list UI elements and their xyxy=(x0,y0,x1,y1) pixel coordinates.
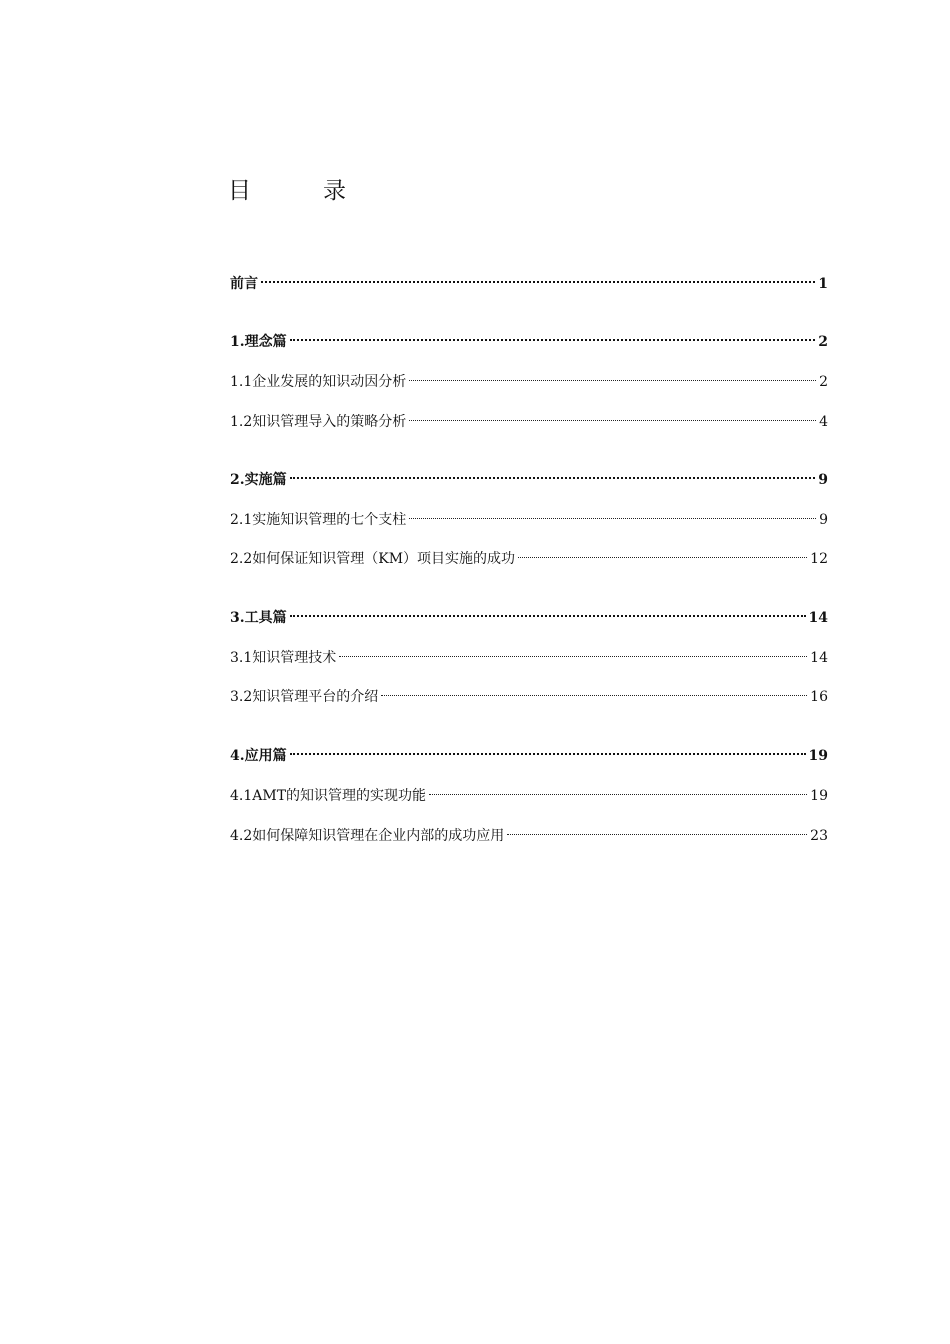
toc-entry-title: 实施篇 xyxy=(244,472,287,488)
toc-entry-page: 19 xyxy=(808,748,828,764)
toc-dot-leader xyxy=(290,738,806,760)
toc-entry-number: 3.2 xyxy=(230,689,253,705)
toc-entry-page: 4 xyxy=(819,414,828,430)
toc-entry-title: 知识管理平台的介绍 xyxy=(252,689,379,705)
toc-entry-page: 12 xyxy=(810,551,828,567)
toc-entry-2-1[interactable] xyxy=(230,502,828,528)
toc-title-char-2: 录 xyxy=(323,178,346,204)
toc-entry-1-1[interactable] xyxy=(230,364,828,390)
toc-dot-leader xyxy=(290,600,806,622)
toc-dot-leader xyxy=(290,462,816,484)
toc-dot-leader xyxy=(339,640,807,662)
toc-dot-leader xyxy=(409,404,816,426)
toc-entry-title: 工具篇 xyxy=(244,610,287,626)
toc-dot-leader xyxy=(409,364,816,386)
toc-dot-leader xyxy=(409,502,816,524)
toc-entry-title: 理念篇 xyxy=(244,334,287,350)
toc-entry-title: 企业发展的知识动因分析 xyxy=(252,374,407,390)
toc-title xyxy=(228,172,346,205)
toc-entry-page: 2 xyxy=(818,334,828,350)
toc-entry-number: 2. xyxy=(230,472,245,488)
toc-entry-title: 实施知识管理的七个支柱 xyxy=(252,512,407,528)
toc-entry-number: 3.1 xyxy=(230,650,253,666)
toc-entry-number: 1.2 xyxy=(230,414,253,430)
toc-entry-4-2[interactable] xyxy=(230,818,828,844)
toc-entry-preface[interactable] xyxy=(230,266,828,292)
toc-entry-page: 1 xyxy=(818,276,828,292)
toc-entry-number: 2.2 xyxy=(230,551,253,567)
toc-entry-part-2[interactable] xyxy=(230,462,828,488)
toc-title-char-1: 目 xyxy=(228,178,251,204)
toc-dot-leader xyxy=(290,324,816,346)
toc-entry-part-3[interactable] xyxy=(230,600,828,626)
toc-entry-page: 14 xyxy=(810,650,828,666)
toc-entry-number: 1. xyxy=(230,334,245,350)
toc-entry-3-1[interactable] xyxy=(230,640,828,666)
toc-entry-title: 应用篇 xyxy=(244,748,287,764)
toc-entry-title: 前言 xyxy=(230,276,258,292)
toc-entry-number: 1.1 xyxy=(230,374,253,390)
toc-entry-number: 4.2 xyxy=(230,828,253,844)
toc-entry-4-1[interactable] xyxy=(230,778,828,804)
toc-entry-1-2[interactable] xyxy=(230,404,828,430)
toc-entry-page: 2 xyxy=(819,374,828,390)
toc-entry-part-1[interactable] xyxy=(230,324,828,350)
toc-entry-page: 19 xyxy=(810,788,828,804)
toc-entry-2-2[interactable] xyxy=(230,541,828,567)
toc-dot-leader xyxy=(518,541,807,563)
toc-entry-title: 知识管理技术 xyxy=(252,650,337,666)
toc-dot-leader xyxy=(507,818,807,840)
toc-entry-number: 4. xyxy=(230,748,245,764)
toc-entry-title: 知识管理导入的策略分析 xyxy=(252,414,407,430)
toc-entry-page: 9 xyxy=(818,472,828,488)
toc-entry-page: 23 xyxy=(810,828,828,844)
toc-entry-number: 4.1 xyxy=(230,788,253,804)
toc-entry-page: 9 xyxy=(819,512,828,528)
toc-entry-title: 如何保证知识管理（KM）项目实施的成功 xyxy=(252,551,516,567)
toc-entry-page: 16 xyxy=(810,689,828,705)
toc-entry-part-4[interactable] xyxy=(230,738,828,764)
toc-entry-title: 如何保障知识管理在企业内部的成功应用 xyxy=(252,828,505,844)
toc-dot-leader xyxy=(261,266,815,288)
toc-entry-title: AMT的知识管理的实现功能 xyxy=(252,788,427,804)
toc-entry-number: 3. xyxy=(230,610,245,626)
toc-entry-page: 14 xyxy=(808,610,828,626)
toc-dot-leader xyxy=(429,778,807,800)
toc-dot-leader xyxy=(381,679,807,701)
toc-entry-3-2[interactable] xyxy=(230,679,828,705)
toc-entry-number: 2.1 xyxy=(230,512,253,528)
